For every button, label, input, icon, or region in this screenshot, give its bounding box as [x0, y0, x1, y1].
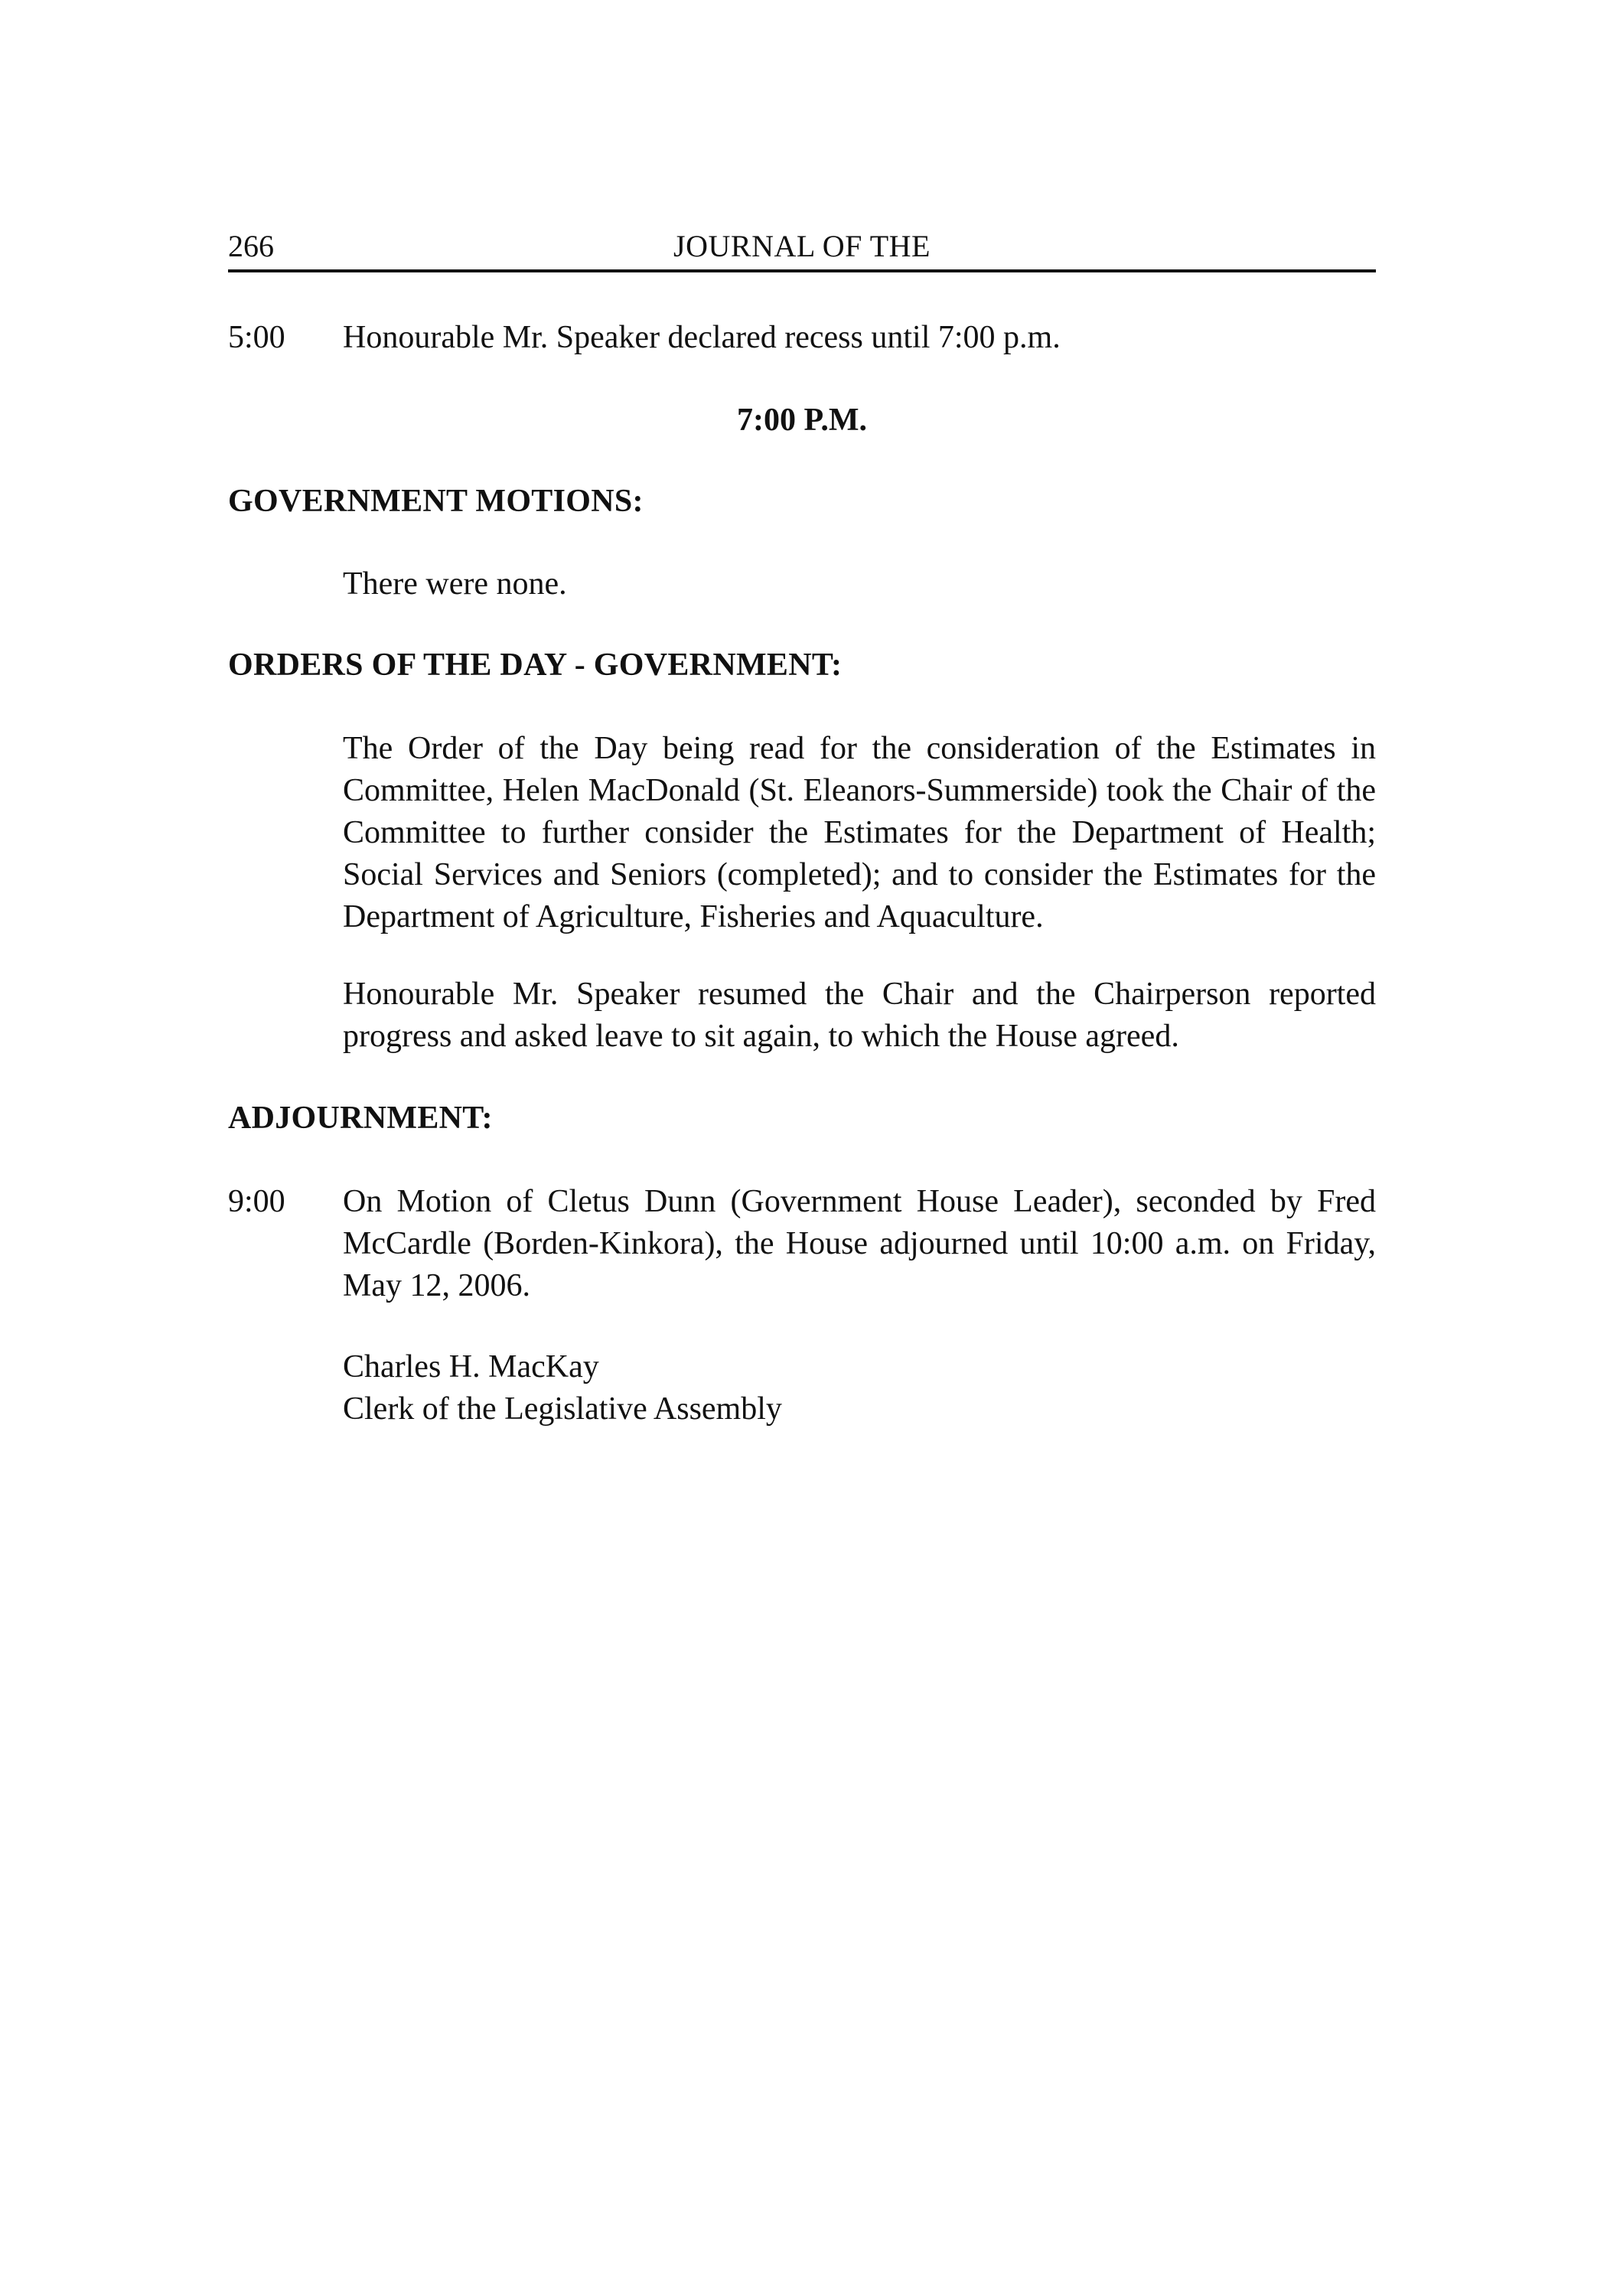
- clerk-signature: [343, 1346, 1376, 1430]
- orders-paragraph-estimates: The Order of the Day being read for the consideration of the Estimates in Committee, Helen MacDonald (St. Eleanors-Summerside) took the Chair of the Committee to further consider the Estimates for the Department of Health; Social Services and Seniors (completed); and to consider the Estimates for the Department of Agriculture, Fisheries and Aquaculture.: [343, 731, 1376, 934]
- journal-title: JOURNAL OF THE: [673, 229, 931, 263]
- adjournment-time: 9:00: [228, 1184, 285, 1219]
- recess-text: Honourable Mr. Speaker declared recess until 7:00 p.m.: [343, 320, 1061, 355]
- evening-sitting-heading: 7:00 P.M.: [737, 403, 867, 438]
- government-motions-text: There were none.: [343, 566, 567, 602]
- running-header: [228, 227, 1376, 272]
- government-motions-heading: GOVERNMENT MOTIONS:: [228, 484, 644, 519]
- orders-of-the-day-heading: ORDERS OF THE DAY - GOVERNMENT:: [228, 647, 843, 683]
- adjournment-text: On Motion of Cletus Dunn (Government House Leader), seconded by Fred McCardle (Borden-Kinkora), the House adjourned until 10:00 a.m. on Friday, May 12, 2006.: [343, 1184, 1376, 1303]
- page-number: 266: [228, 229, 274, 263]
- recess-time: 5:00: [228, 320, 285, 355]
- clerk-name: Charles H. MacKay: [343, 1349, 599, 1384]
- clerk-title: Clerk of the Legislative Assembly: [343, 1391, 782, 1427]
- orders-paragraph-speaker-resumed: Honourable Mr. Speaker resumed the Chair and the Chairperson reported progress and asked leave to sit again, to which the House agreed.: [343, 977, 1376, 1054]
- adjournment-heading: ADJOURNMENT:: [228, 1101, 493, 1136]
